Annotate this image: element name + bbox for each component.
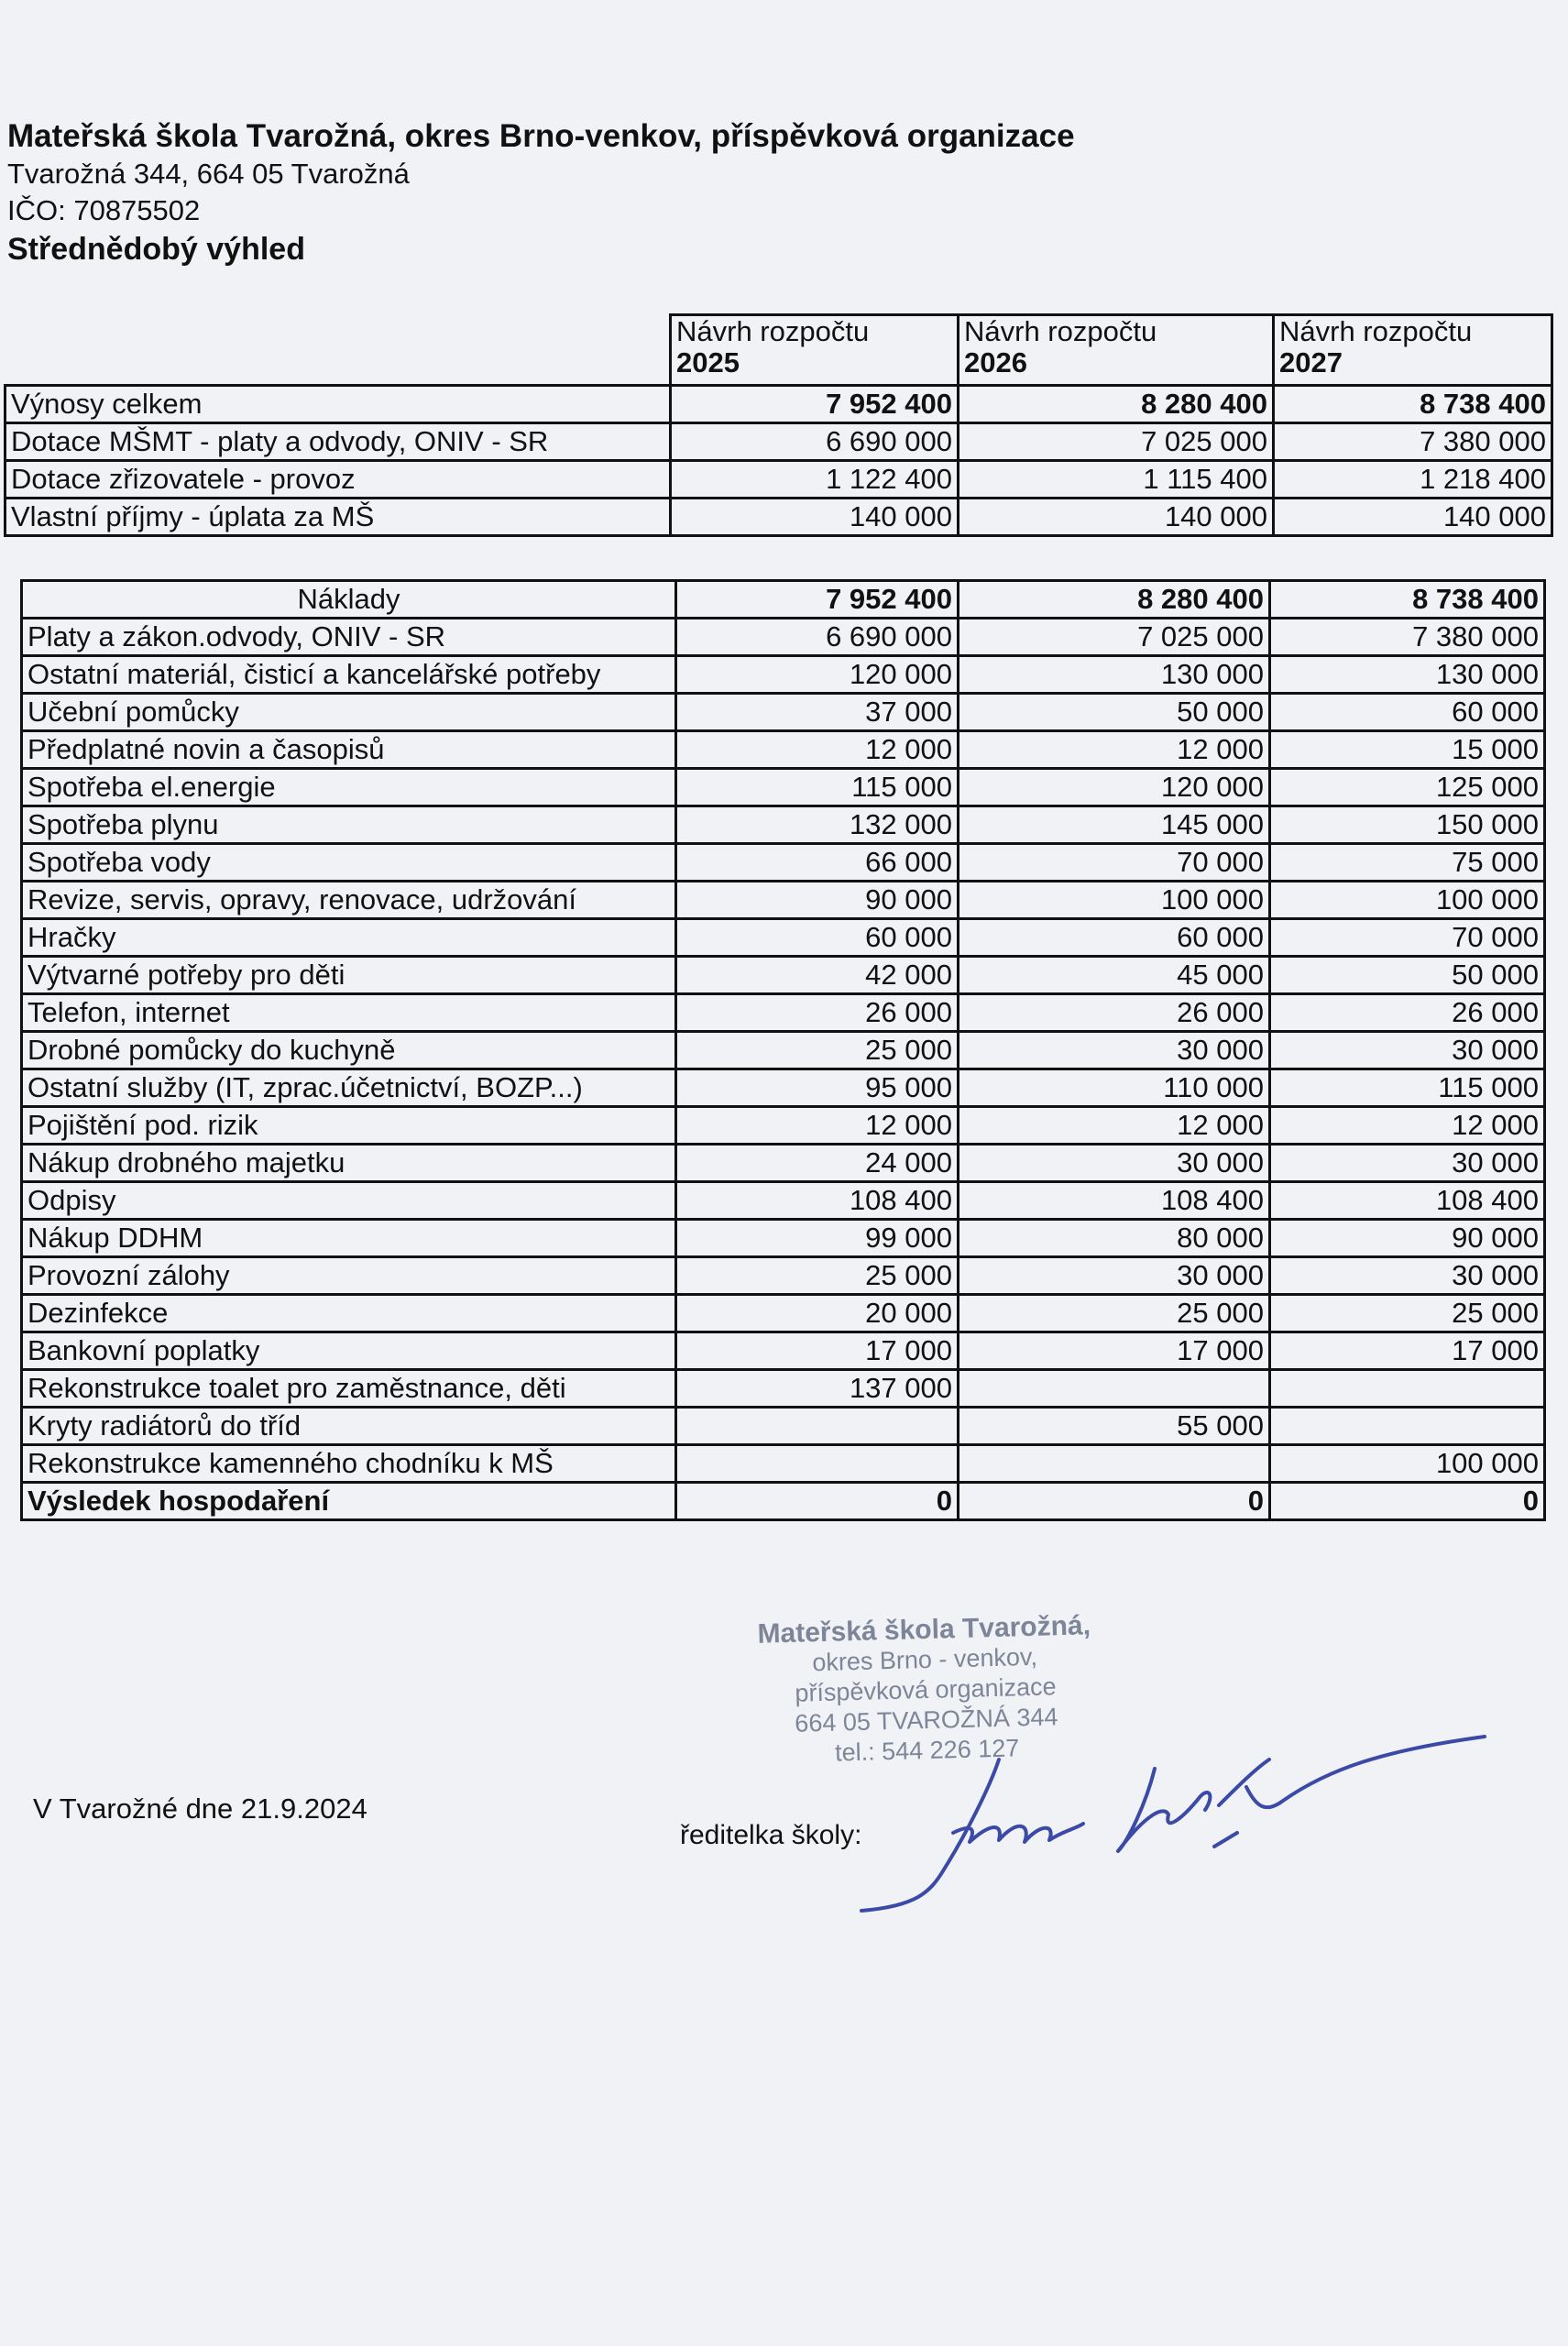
- cost-row: [22, 694, 1545, 731]
- row-label: Vlastní příjmy - úplata za MŠ: [5, 499, 671, 536]
- value-2026: 70 000: [959, 844, 1270, 882]
- value-2027: 8 738 400: [1274, 386, 1552, 423]
- value-2026: 140 000: [959, 499, 1274, 536]
- result-row: [22, 1483, 1545, 1520]
- value-2027: 26 000: [1270, 994, 1545, 1032]
- row-label: Výtvarné potřeby pro děti: [22, 957, 676, 994]
- row-label: Předplatné novin a časopisů: [22, 731, 676, 769]
- value-2027: 17 000: [1270, 1332, 1545, 1370]
- value-2026: [959, 1445, 1270, 1483]
- cost-row: [22, 919, 1545, 957]
- cost-row: [22, 1220, 1545, 1257]
- value-2027: [1270, 1408, 1545, 1445]
- row-label: Kryty radiátorů do tříd: [22, 1408, 676, 1445]
- row-label: Rekonstrukce toalet pro zaměstnance, děti: [22, 1370, 676, 1408]
- row-label: Dotace zřizovatele - provoz: [5, 461, 671, 499]
- row-label: Provozní zálohy: [22, 1257, 676, 1295]
- value-2027: 12 000: [1270, 1107, 1545, 1145]
- costs-table: [20, 579, 1546, 1521]
- cost-row: [22, 994, 1545, 1032]
- value-2026: 8 280 400: [959, 386, 1274, 423]
- row-label: Revize, servis, opravy, renovace, udržování: [22, 882, 676, 919]
- value-2026: 130 000: [959, 656, 1270, 694]
- row-label: Odpisy: [22, 1182, 676, 1220]
- value-2027: 75 000: [1270, 844, 1545, 882]
- date-line: V Tvarožné dne 21.9.2024: [33, 1792, 367, 1825]
- value-2025: 108 400: [676, 1182, 959, 1220]
- value-2026: 100 000: [959, 882, 1270, 919]
- value-2026: 17 000: [959, 1332, 1270, 1370]
- value-2025: 6 690 000: [671, 423, 959, 461]
- row-label: Ostatní služby (IT, zprac.účetnictví, BOZP...): [22, 1069, 676, 1107]
- stamp-line: Mateřská škola Tvarožná,: [757, 1610, 1091, 1650]
- column-header-2025: Návrh rozpočtu 2025: [671, 315, 959, 386]
- cost-row: [22, 844, 1545, 882]
- cost-row: [22, 882, 1545, 919]
- value-2026: 8 280 400: [959, 581, 1270, 619]
- row-label: Nákup drobného majetku: [22, 1145, 676, 1182]
- row-label: Telefon, internet: [22, 994, 676, 1032]
- value-2027: 70 000: [1270, 919, 1545, 957]
- column-header-row: [5, 315, 1552, 386]
- value-2027: 30 000: [1270, 1032, 1545, 1069]
- director-label: ředitelka školy:: [680, 1820, 862, 1850]
- value-2027: 50 000: [1270, 957, 1545, 994]
- value-2025: 17 000: [676, 1332, 959, 1370]
- value-2026: 12 000: [959, 1107, 1270, 1145]
- cost-row: [22, 656, 1545, 694]
- row-label: Drobné pomůcky do kuchyně: [22, 1032, 676, 1069]
- cost-row: [22, 806, 1545, 844]
- value-2025: 26 000: [676, 994, 959, 1032]
- value-2027: 7 380 000: [1274, 423, 1552, 461]
- cost-row: [22, 1295, 1545, 1332]
- value-2025: 1 122 400: [671, 461, 959, 499]
- value-2027: 130 000: [1270, 656, 1545, 694]
- row-label: Spotřeba vody: [22, 844, 676, 882]
- cost-row: [22, 1408, 1545, 1445]
- value-2025: 42 000: [676, 957, 959, 994]
- value-2027: 30 000: [1270, 1145, 1545, 1182]
- value-2026: 55 000: [959, 1408, 1270, 1445]
- row-label: Hračky: [22, 919, 676, 957]
- value-2026: 80 000: [959, 1220, 1270, 1257]
- value-2026: 108 400: [959, 1182, 1270, 1220]
- value-2026: 145 000: [959, 806, 1270, 844]
- value-2025: 60 000: [676, 919, 959, 957]
- value-2025: 99 000: [676, 1220, 959, 1257]
- row-label: Učební pomůcky: [22, 694, 676, 731]
- revenue-row: [5, 499, 1552, 536]
- cost-total-row: [22, 581, 1545, 619]
- revenue-row: [5, 423, 1552, 461]
- stamp-line: 664 05 TVAROŽNÁ 344: [794, 1703, 1058, 1738]
- organization-name: Mateřská škola Tvarožná, okres Brno-venkov, příspěvková organizace: [7, 118, 1075, 154]
- value-2025: 140 000: [671, 499, 959, 536]
- cost-row: [22, 1257, 1545, 1295]
- cost-row: [22, 1145, 1545, 1182]
- value-2027: 125 000: [1270, 769, 1545, 806]
- value-2027: 0: [1270, 1483, 1545, 1520]
- value-2025: [676, 1445, 959, 1483]
- value-2026: 60 000: [959, 919, 1270, 957]
- document-title: Střednědobý výhled: [7, 232, 305, 267]
- row-label: Náklady: [22, 581, 676, 619]
- value-2025: 7 952 400: [676, 581, 959, 619]
- cost-row: [22, 957, 1545, 994]
- row-label: Nákup DDHM: [22, 1220, 676, 1257]
- value-2026: 12 000: [959, 731, 1270, 769]
- value-2025: 95 000: [676, 1069, 959, 1107]
- value-2025: 90 000: [676, 882, 959, 919]
- stamp-line: příspěvková organizace: [795, 1672, 1057, 1707]
- value-2025: 20 000: [676, 1295, 959, 1332]
- cost-row: [22, 1107, 1545, 1145]
- row-label: Spotřeba el.energie: [22, 769, 676, 806]
- value-2026: 30 000: [959, 1145, 1270, 1182]
- value-2025: 0: [676, 1483, 959, 1520]
- value-2027: 100 000: [1270, 1445, 1545, 1483]
- value-2026: [959, 1370, 1270, 1408]
- value-2025: 12 000: [676, 731, 959, 769]
- column-header-2027: Návrh rozpočtu 2027: [1274, 315, 1552, 386]
- value-2025: 137 000: [676, 1370, 959, 1408]
- column-header-2026: Návrh rozpočtu 2026: [959, 315, 1274, 386]
- value-2027: 90 000: [1270, 1220, 1545, 1257]
- row-label: Pojištění pod. rizik: [22, 1107, 676, 1145]
- cost-row: [22, 1370, 1545, 1408]
- document-header: [7, 117, 1075, 269]
- value-2026: 0: [959, 1483, 1270, 1520]
- row-label: Rekonstrukce kamenného chodníku k MŠ: [22, 1445, 676, 1483]
- value-2025: 6 690 000: [676, 619, 959, 656]
- row-label: Bankovní poplatky: [22, 1332, 676, 1370]
- cost-row: [22, 731, 1545, 769]
- value-2025: 7 952 400: [671, 386, 959, 423]
- value-2027: 108 400: [1270, 1182, 1545, 1220]
- row-label: Platy a zákon.odvody, ONIV - SR: [22, 619, 676, 656]
- value-2025: 115 000: [676, 769, 959, 806]
- value-2027: [1270, 1370, 1545, 1408]
- value-2026: 45 000: [959, 957, 1270, 994]
- organization-ico: IČO: 70875502: [7, 194, 201, 226]
- value-2025: 66 000: [676, 844, 959, 882]
- value-2026: 30 000: [959, 1257, 1270, 1295]
- row-label: Výnosy celkem: [5, 386, 671, 423]
- value-2026: 30 000: [959, 1032, 1270, 1069]
- cost-row: [22, 769, 1545, 806]
- value-2027: 7 380 000: [1270, 619, 1545, 656]
- value-2025: 12 000: [676, 1107, 959, 1145]
- cost-row: [22, 619, 1545, 656]
- value-2026: 110 000: [959, 1069, 1270, 1107]
- value-2025: 120 000: [676, 656, 959, 694]
- value-2026: 7 025 000: [959, 619, 1270, 656]
- value-2027: 100 000: [1270, 882, 1545, 919]
- row-label: Spotřeba plynu: [22, 806, 676, 844]
- cost-row: [22, 1069, 1545, 1107]
- value-2026: 25 000: [959, 1295, 1270, 1332]
- revenue-total-row: [5, 386, 1552, 423]
- value-2026: 120 000: [959, 769, 1270, 806]
- row-label: Výsledek hospodaření: [22, 1483, 676, 1520]
- value-2027: 140 000: [1274, 499, 1552, 536]
- value-2026: 26 000: [959, 994, 1270, 1032]
- revenues-table: [4, 313, 1553, 537]
- value-2027: 30 000: [1270, 1257, 1545, 1295]
- value-2026: 50 000: [959, 694, 1270, 731]
- row-label: Dotace MŠMT - platy a odvody, ONIV - SR: [5, 423, 671, 461]
- value-2025: 25 000: [676, 1032, 959, 1069]
- value-2025: [676, 1408, 959, 1445]
- value-2027: 8 738 400: [1270, 581, 1545, 619]
- cost-row: [22, 1182, 1545, 1220]
- value-2025: 25 000: [676, 1257, 959, 1295]
- value-2027: 15 000: [1270, 731, 1545, 769]
- value-2026: 1 115 400: [959, 461, 1274, 499]
- value-2026: 7 025 000: [959, 423, 1274, 461]
- row-label: Ostatní materiál, čisticí a kancelářské potřeby: [22, 656, 676, 694]
- value-2025: 24 000: [676, 1145, 959, 1182]
- revenue-row: [5, 461, 1552, 499]
- stamp-line: okres Brno - venkov,: [811, 1642, 1038, 1677]
- value-2025: 132 000: [676, 806, 959, 844]
- value-2025: 37 000: [676, 694, 959, 731]
- row-label: Dezinfekce: [22, 1295, 676, 1332]
- stamp-line: tel.: 544 226 127: [834, 1734, 1020, 1767]
- cost-row: [22, 1332, 1545, 1370]
- handwritten-signature: [852, 1732, 1494, 1915]
- value-2027: 25 000: [1270, 1295, 1545, 1332]
- organization-address: Tvarožná 344, 664 05 Tvarožná: [7, 158, 410, 190]
- cost-row: [22, 1032, 1545, 1069]
- value-2027: 1 218 400: [1274, 461, 1552, 499]
- value-2027: 150 000: [1270, 806, 1545, 844]
- value-2027: 115 000: [1270, 1069, 1545, 1107]
- header-blank-cell: [5, 315, 671, 386]
- cost-row: [22, 1445, 1545, 1483]
- value-2027: 60 000: [1270, 694, 1545, 731]
